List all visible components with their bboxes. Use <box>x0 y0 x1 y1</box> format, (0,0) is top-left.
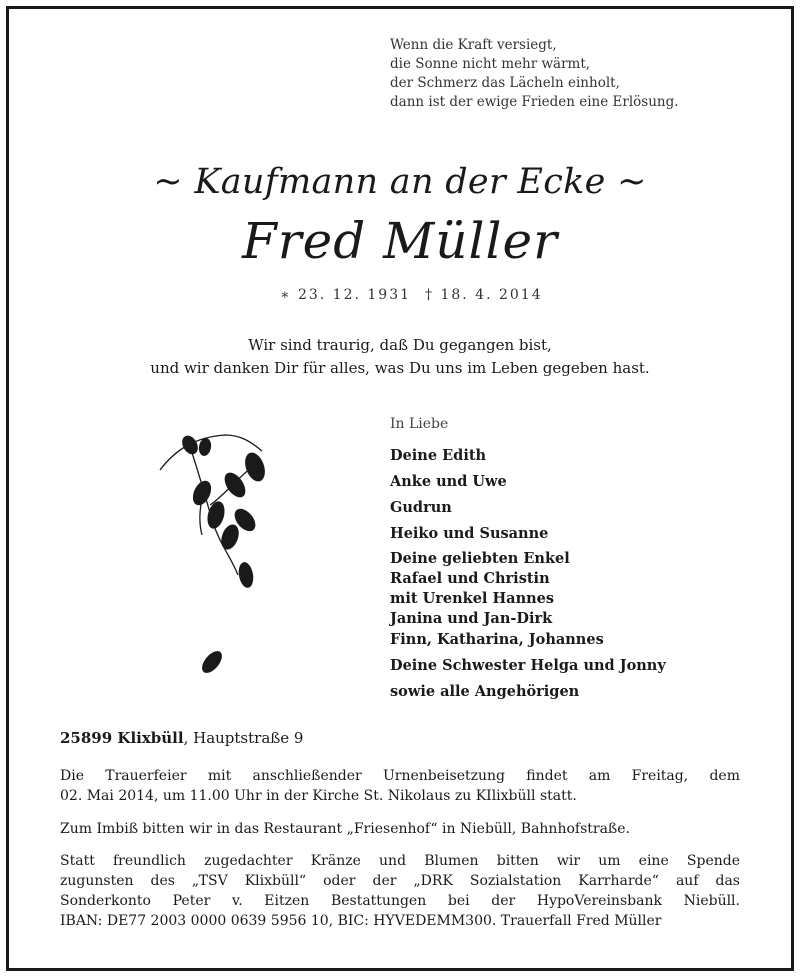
family-member: Rafael und Christin <box>390 570 550 587</box>
family-member: Deine geliebten Enkel <box>390 550 570 567</box>
death-date: † 18. 4. 2014 <box>425 287 543 303</box>
family-member: mit Urenkel Hannes <box>390 590 555 607</box>
donation-line: Sonderkonto Peter v. Eitzen Bestattungen bei der HypoVereinsbank Niebüll. <box>60 893 740 909</box>
farewell-text <box>0 334 800 380</box>
donation-paragraph <box>60 851 740 931</box>
family-member: Heiko und Susanne <box>390 525 549 542</box>
donation-line: zugunsten des „TSV Klixbüll“ oder der „DRK Sozialstation Karrharde“ auf das <box>60 873 740 889</box>
poem-line: die Sonne nicht mehr wärmt, <box>390 56 591 72</box>
family-member: Gudrun <box>390 499 452 516</box>
funeral-line: Die Trauerfeier mit anschließender Urnenbeisetzung findet am Freitag, dem <box>60 768 740 784</box>
meal-line: Zum Imbiß bitten wir in das Restaurant „Friesenhof“ in Niebüll, Bahnhofstraße. <box>60 821 631 837</box>
family-member: Janina und Jan-Dirk <box>390 610 553 627</box>
poem-line: dann ist der ewige Frieden eine Erlösung. <box>390 94 679 110</box>
family-member: Anke und Uwe <box>390 473 507 490</box>
deceased-name: Fred Müller <box>242 212 558 270</box>
subtitle: ~ Kaufmann an der Ecke ~ <box>153 162 647 202</box>
birth-date: ∗ 23. 12. 1931 <box>280 287 412 303</box>
poem-line: Wenn die Kraft versiegt, <box>390 37 557 53</box>
family-member: Finn, Katharina, Johannes <box>390 631 604 648</box>
donation-line: Statt freundlich zugedachter Kränze und Blumen bitten wir um eine Spende <box>60 853 740 869</box>
family-list <box>390 445 666 703</box>
farewell-line: und wir danken Dir für alles, was Du uns im Leben gegeben hast. <box>150 359 650 377</box>
funeral-paragraph <box>60 766 740 806</box>
family-member: Deine Edith <box>390 447 487 464</box>
birch-branch-icon <box>150 425 280 695</box>
family-member: Deine Schwester Helga und Jonny <box>390 657 666 674</box>
family-member: sowie alle Angehörigen <box>390 683 580 700</box>
address-street: , Hauptstraße 9 <box>183 729 304 747</box>
address-city: 25899 Klixbüll <box>60 729 184 747</box>
address <box>60 729 303 747</box>
poem <box>390 36 679 112</box>
funeral-line: 02. Mai 2014, um 11.00 Uhr in der Kirche St. Nikolaus zu KIlixbüll statt. <box>60 788 577 804</box>
meal-paragraph <box>60 819 740 839</box>
donation-line: IBAN: DE77 2003 0000 0639 5956 10, BIC: HYVEDEMM300. Trauerfall Fred Müller <box>60 913 662 929</box>
poem-line: der Schmerz das Lächeln einholt, <box>390 75 620 91</box>
farewell-line: Wir sind traurig, daß Du gegangen bist, <box>248 336 552 354</box>
in-love-label: In Liebe <box>390 416 449 432</box>
